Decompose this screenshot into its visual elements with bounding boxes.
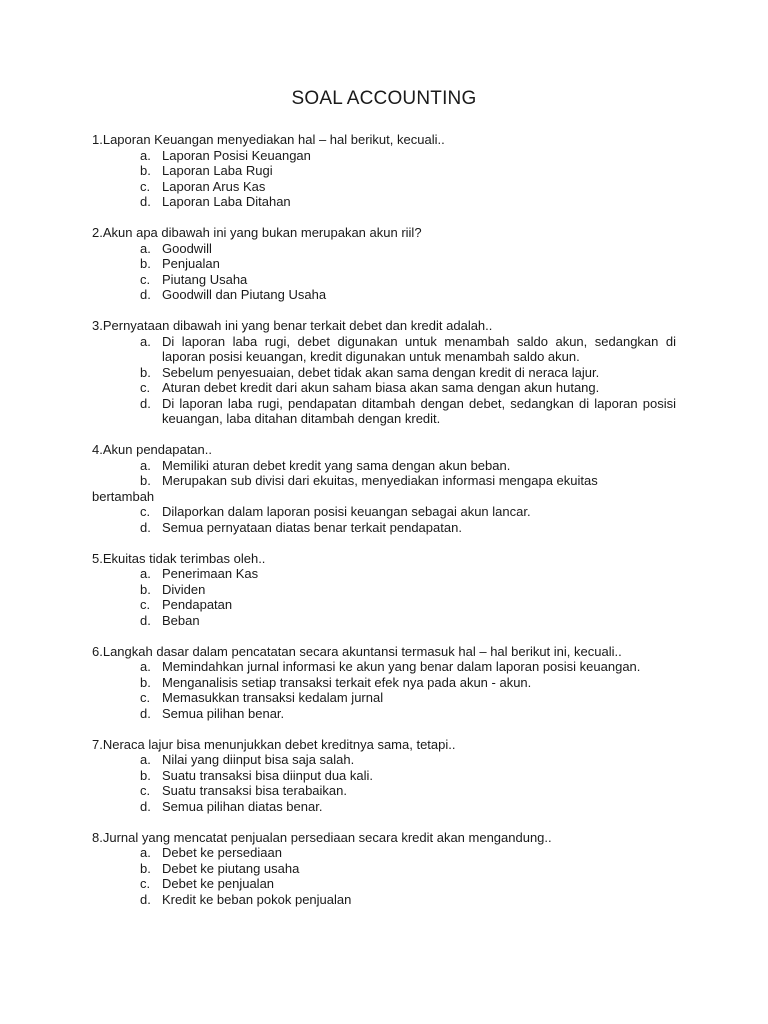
question-8 bbox=[92, 830, 676, 908]
answer-option bbox=[92, 582, 676, 598]
option-letter: a. bbox=[140, 845, 151, 860]
option-text: Semua pernyataan diatas benar terkait pendapatan. bbox=[162, 519, 462, 535]
answer-option bbox=[92, 659, 676, 675]
option-letter: b. bbox=[140, 473, 151, 488]
option-text: Kredit ke beban pokok penjualan bbox=[162, 891, 352, 907]
answer-option bbox=[92, 163, 676, 179]
question-2 bbox=[92, 225, 676, 303]
option-text: Laporan Arus Kas bbox=[162, 178, 266, 194]
answer-option bbox=[92, 768, 676, 784]
option-letter: b. bbox=[140, 860, 151, 876]
answer-option bbox=[92, 876, 676, 892]
answer-option bbox=[92, 458, 676, 474]
answer-option bbox=[92, 473, 676, 504]
answer-option bbox=[92, 706, 676, 722]
question-3 bbox=[92, 318, 676, 427]
option-letter: d. bbox=[140, 395, 151, 411]
option-text: Beban bbox=[162, 612, 200, 628]
answer-option bbox=[92, 597, 676, 613]
option-text: Penerimaan Kas bbox=[162, 566, 259, 581]
answer-option bbox=[92, 690, 676, 706]
option-letter: d. bbox=[140, 519, 151, 535]
option-letter: d. bbox=[140, 705, 151, 721]
answer-option bbox=[92, 783, 676, 799]
option-text: Nilai yang diinput bisa saja salah. bbox=[162, 752, 355, 767]
option-text: Dividen bbox=[162, 581, 206, 597]
question-text: 1.Laporan Keuangan menyediakan hal – hal berikut, kecuali.. bbox=[92, 132, 445, 147]
option-text: Penjualan bbox=[162, 256, 220, 271]
answer-options bbox=[92, 458, 676, 536]
option-text: Merupakan sub divisi dari ekuitas, menyediakan informasi mengapa ekuitas bbox=[162, 473, 598, 488]
option-text: Di laporan laba rugi, pendapatan ditambah dengan debet, sedangkan di laporan posisi keuangan, laba ditahan ditambah dengan kredit. bbox=[162, 395, 676, 426]
answer-option bbox=[92, 504, 676, 520]
option-letter: a. bbox=[140, 333, 151, 349]
option-text-continuation: bertambah bbox=[92, 488, 155, 504]
option-letter: b. bbox=[140, 256, 151, 271]
option-text: Suatu transaksi bisa diinput dua kali. bbox=[162, 767, 374, 783]
option-text: Semua pilihan diatas benar. bbox=[162, 798, 323, 814]
question-text: 7.Neraca lajur bisa menunjukkan debet kreditnya sama, tetapi.. bbox=[92, 736, 456, 752]
option-letter: b. bbox=[140, 767, 151, 783]
answer-option bbox=[92, 845, 676, 861]
option-letter: b. bbox=[140, 364, 151, 380]
option-letter: a. bbox=[140, 752, 151, 767]
question-text: 6.Langkah dasar dalam pencatatan secara akuntansi termasuk hal – hal berikut ini, kecuali.. bbox=[92, 643, 622, 659]
option-text: Memindahkan jurnal informasi ke akun yang benar dalam laporan posisi keuangan. bbox=[162, 659, 641, 674]
option-letter: c. bbox=[140, 271, 151, 287]
answer-option bbox=[92, 179, 676, 195]
option-letter: c. bbox=[140, 380, 151, 395]
question-4 bbox=[92, 442, 676, 535]
option-text: Goodwill bbox=[162, 240, 212, 256]
answer-option bbox=[92, 287, 676, 303]
answer-option bbox=[92, 799, 676, 815]
option-text: Sebelum penyesuaian, debet tidak akan sama dengan kredit di neraca lajur. bbox=[162, 364, 600, 380]
answer-options bbox=[92, 241, 676, 303]
question-5 bbox=[92, 551, 676, 629]
answer-option bbox=[92, 148, 676, 164]
option-text: Semua pilihan benar. bbox=[162, 705, 285, 721]
answer-option bbox=[92, 194, 676, 210]
option-text: Goodwill dan Piutang Usaha bbox=[162, 287, 327, 302]
option-text: Suatu transaksi bisa terabaikan. bbox=[162, 783, 347, 798]
answer-option bbox=[92, 396, 676, 427]
option-text: Laporan Posisi Keuangan bbox=[162, 147, 311, 163]
option-letter: b. bbox=[140, 581, 151, 597]
answer-option bbox=[92, 752, 676, 768]
answer-option bbox=[92, 613, 676, 629]
option-text: Di laporan laba rugi, debet digunakan untuk menambah saldo akun, sedangkan di laporan posisi keuangan, kredit digunakan untuk menambah saldo akun. bbox=[162, 333, 676, 364]
option-text: Aturan debet kredit dari akun saham biasa akan sama dengan akun hutang. bbox=[162, 380, 600, 395]
option-letter: c. bbox=[140, 597, 151, 612]
option-letter: b. bbox=[140, 163, 151, 178]
page-title: SOAL ACCOUNTING bbox=[291, 88, 477, 109]
answer-option bbox=[92, 256, 676, 272]
question-text: 2.Akun apa dibawah ini yang bukan merupakan akun riil? bbox=[92, 225, 422, 240]
option-text: Debet ke persediaan bbox=[162, 845, 282, 860]
question-text: 4.Akun pendapatan.. bbox=[92, 442, 212, 457]
question-6 bbox=[92, 644, 676, 722]
question-1 bbox=[92, 132, 676, 210]
option-letter: a. bbox=[140, 457, 151, 473]
option-text: Debet ke piutang usaha bbox=[162, 860, 300, 876]
option-text: Pendapatan bbox=[162, 597, 233, 612]
option-letter: c. bbox=[140, 178, 151, 194]
answer-options bbox=[92, 752, 676, 814]
option-letter: a. bbox=[140, 659, 151, 674]
question-list bbox=[92, 132, 676, 923]
answer-option bbox=[92, 675, 676, 691]
answer-option bbox=[92, 241, 676, 257]
option-letter: d. bbox=[140, 287, 151, 302]
answer-option bbox=[92, 861, 676, 877]
answer-options bbox=[92, 566, 676, 628]
question-text: 8.Jurnal yang mencatat penjualan persediaan secara kredit akan mengandung.. bbox=[92, 829, 552, 845]
answer-options bbox=[92, 334, 676, 427]
question-7 bbox=[92, 737, 676, 815]
option-letter: a. bbox=[140, 240, 151, 256]
answer-option bbox=[92, 272, 676, 288]
option-letter: d. bbox=[140, 798, 151, 814]
option-text: Menganalisis setiap transaksi terkait efek nya pada akun - akun. bbox=[162, 674, 532, 690]
option-letter: d. bbox=[140, 612, 151, 628]
option-text: Debet ke penjualan bbox=[162, 876, 275, 891]
answer-option bbox=[92, 334, 676, 365]
option-letter: d. bbox=[140, 891, 151, 907]
answer-options bbox=[92, 148, 676, 210]
question-text: 5.Ekuitas tidak terimbas oleh.. bbox=[92, 550, 266, 566]
answer-option bbox=[92, 520, 676, 536]
option-letter: d. bbox=[140, 194, 151, 209]
option-letter: a. bbox=[140, 147, 151, 163]
answer-options bbox=[92, 845, 676, 907]
option-letter: c. bbox=[140, 504, 151, 519]
option-letter: a. bbox=[140, 566, 151, 581]
option-letter: c. bbox=[140, 783, 151, 798]
option-text: Laporan Laba Ditahan bbox=[162, 194, 291, 209]
answer-option bbox=[92, 365, 676, 381]
option-letter: b. bbox=[140, 674, 151, 690]
question-text: 3.Pernyataan dibawah ini yang benar terkait debet dan kredit adalah.. bbox=[92, 318, 493, 333]
option-letter: c. bbox=[140, 876, 151, 891]
option-text: Memiliki aturan debet kredit yang sama dengan akun beban. bbox=[162, 457, 511, 473]
option-text: Dilaporkan dalam laporan posisi keuangan sebagai akun lancar. bbox=[162, 504, 531, 519]
option-text: Memasukkan transaksi kedalam jurnal bbox=[162, 690, 384, 705]
option-text: Laporan Laba Rugi bbox=[162, 163, 273, 178]
answer-option bbox=[92, 892, 676, 908]
answer-option bbox=[92, 566, 676, 582]
option-letter: c. bbox=[140, 690, 151, 705]
answer-option bbox=[92, 380, 676, 396]
answer-options bbox=[92, 659, 676, 721]
option-text: Piutang Usaha bbox=[162, 271, 248, 287]
